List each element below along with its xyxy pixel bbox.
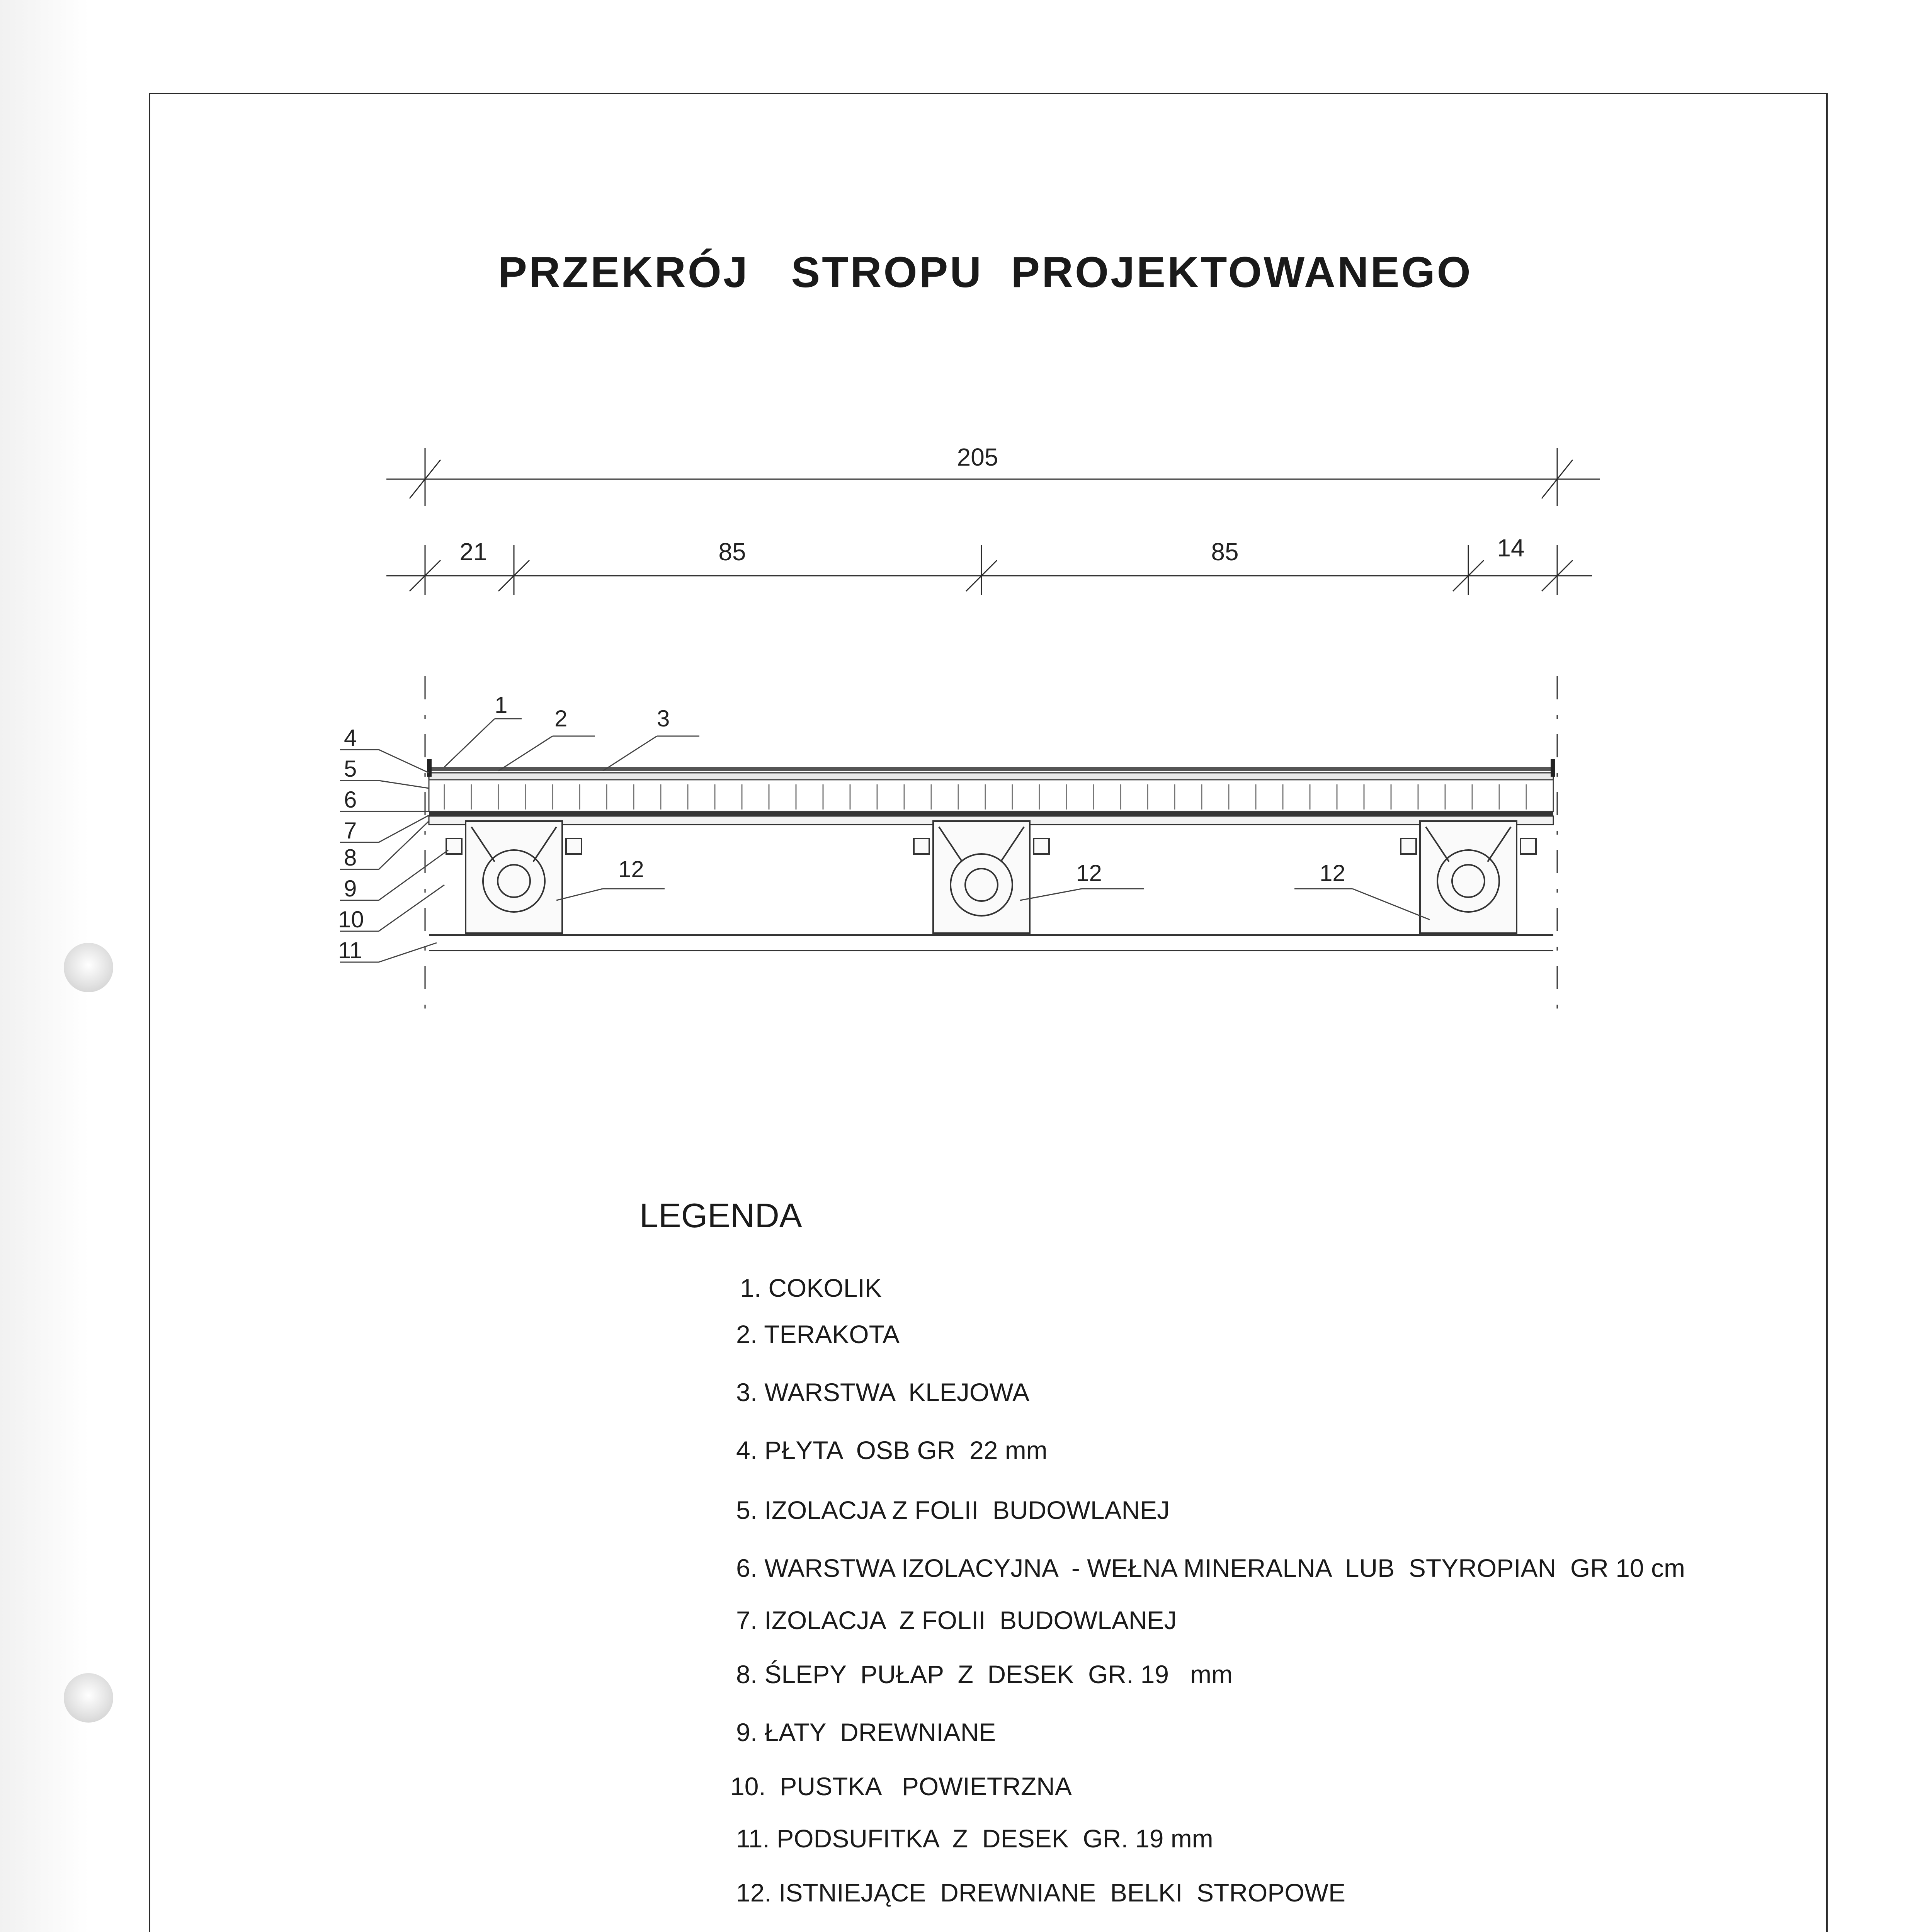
layer-label-4: 4 (344, 725, 357, 751)
legend-item: 4. PŁYTA OSB GR 22 mm (736, 1436, 1048, 1464)
top-label-1: 1 (495, 692, 508, 718)
layer-label-7: 7 (344, 818, 357, 844)
legend-item: 1. COKOLIK (740, 1274, 882, 1302)
top-label-2: 2 (554, 706, 568, 731)
dimension-total: 205 (957, 443, 998, 471)
legend-title: LEGENDA (639, 1196, 802, 1235)
beam-2 (914, 821, 1049, 933)
layer-label-5: 5 (344, 756, 357, 782)
dimension-seg-4: 14 (1497, 534, 1525, 562)
top-label-3: 3 (657, 706, 670, 731)
legend-item: 7. IZOLACJA Z FOLII BUDOWLANEJ (736, 1606, 1177, 1634)
beam-label-3: 12 (1320, 860, 1345, 886)
dimension-seg-3: 85 (1211, 538, 1239, 566)
skirting-left (427, 759, 432, 777)
legend-item: 12. ISTNIEJĄCE DREWNIANE BELKI STROPOWE (736, 1878, 1345, 1907)
layer-terakota (429, 767, 1553, 771)
layer-osb (429, 773, 1553, 780)
skirting-right (1551, 759, 1555, 777)
layer-insulation (429, 780, 1553, 811)
page-title: PRZEKRÓJ STROPU PROJEKTOWANEGO (498, 248, 1473, 296)
layer-label-9: 9 (344, 876, 357, 901)
beam-label-2: 12 (1076, 860, 1102, 886)
legend-item: 3. WARSTWA KLEJOWA (736, 1378, 1030, 1406)
layer-label-6: 6 (344, 787, 357, 813)
legend-item: 6. WARSTWA IZOLACYJNA - WEŁNA MINERALNA LUB STYROPIAN GR 10 cm (736, 1554, 1685, 1582)
layer-label-10: 10 (338, 906, 364, 932)
beam-label-1: 12 (618, 856, 644, 882)
legend-item: 10. PUSTKA POWIETRZNA (730, 1772, 1072, 1801)
legend-item: 11. PODSUFITKA Z DESEK GR. 19 mm (736, 1824, 1213, 1853)
beam-1 (446, 821, 582, 933)
legend-item: 2. TERAKOTA (736, 1320, 900, 1349)
dimension-seg-1: 21 (459, 538, 487, 566)
dimension-seg-2: 85 (718, 538, 746, 566)
layer-label-8: 8 (344, 845, 357, 871)
legend-item: 8. ŚLEPY PUŁAP Z DESEK GR. 19 mm (736, 1660, 1233, 1689)
layer-label-11: 11 (338, 937, 362, 963)
legend-item: 5. IZOLACJA Z FOLII BUDOWLANEJ (736, 1496, 1170, 1524)
layer-foil (429, 811, 1553, 816)
legend-item: 9. ŁATY DREWNIANE (736, 1718, 996, 1747)
